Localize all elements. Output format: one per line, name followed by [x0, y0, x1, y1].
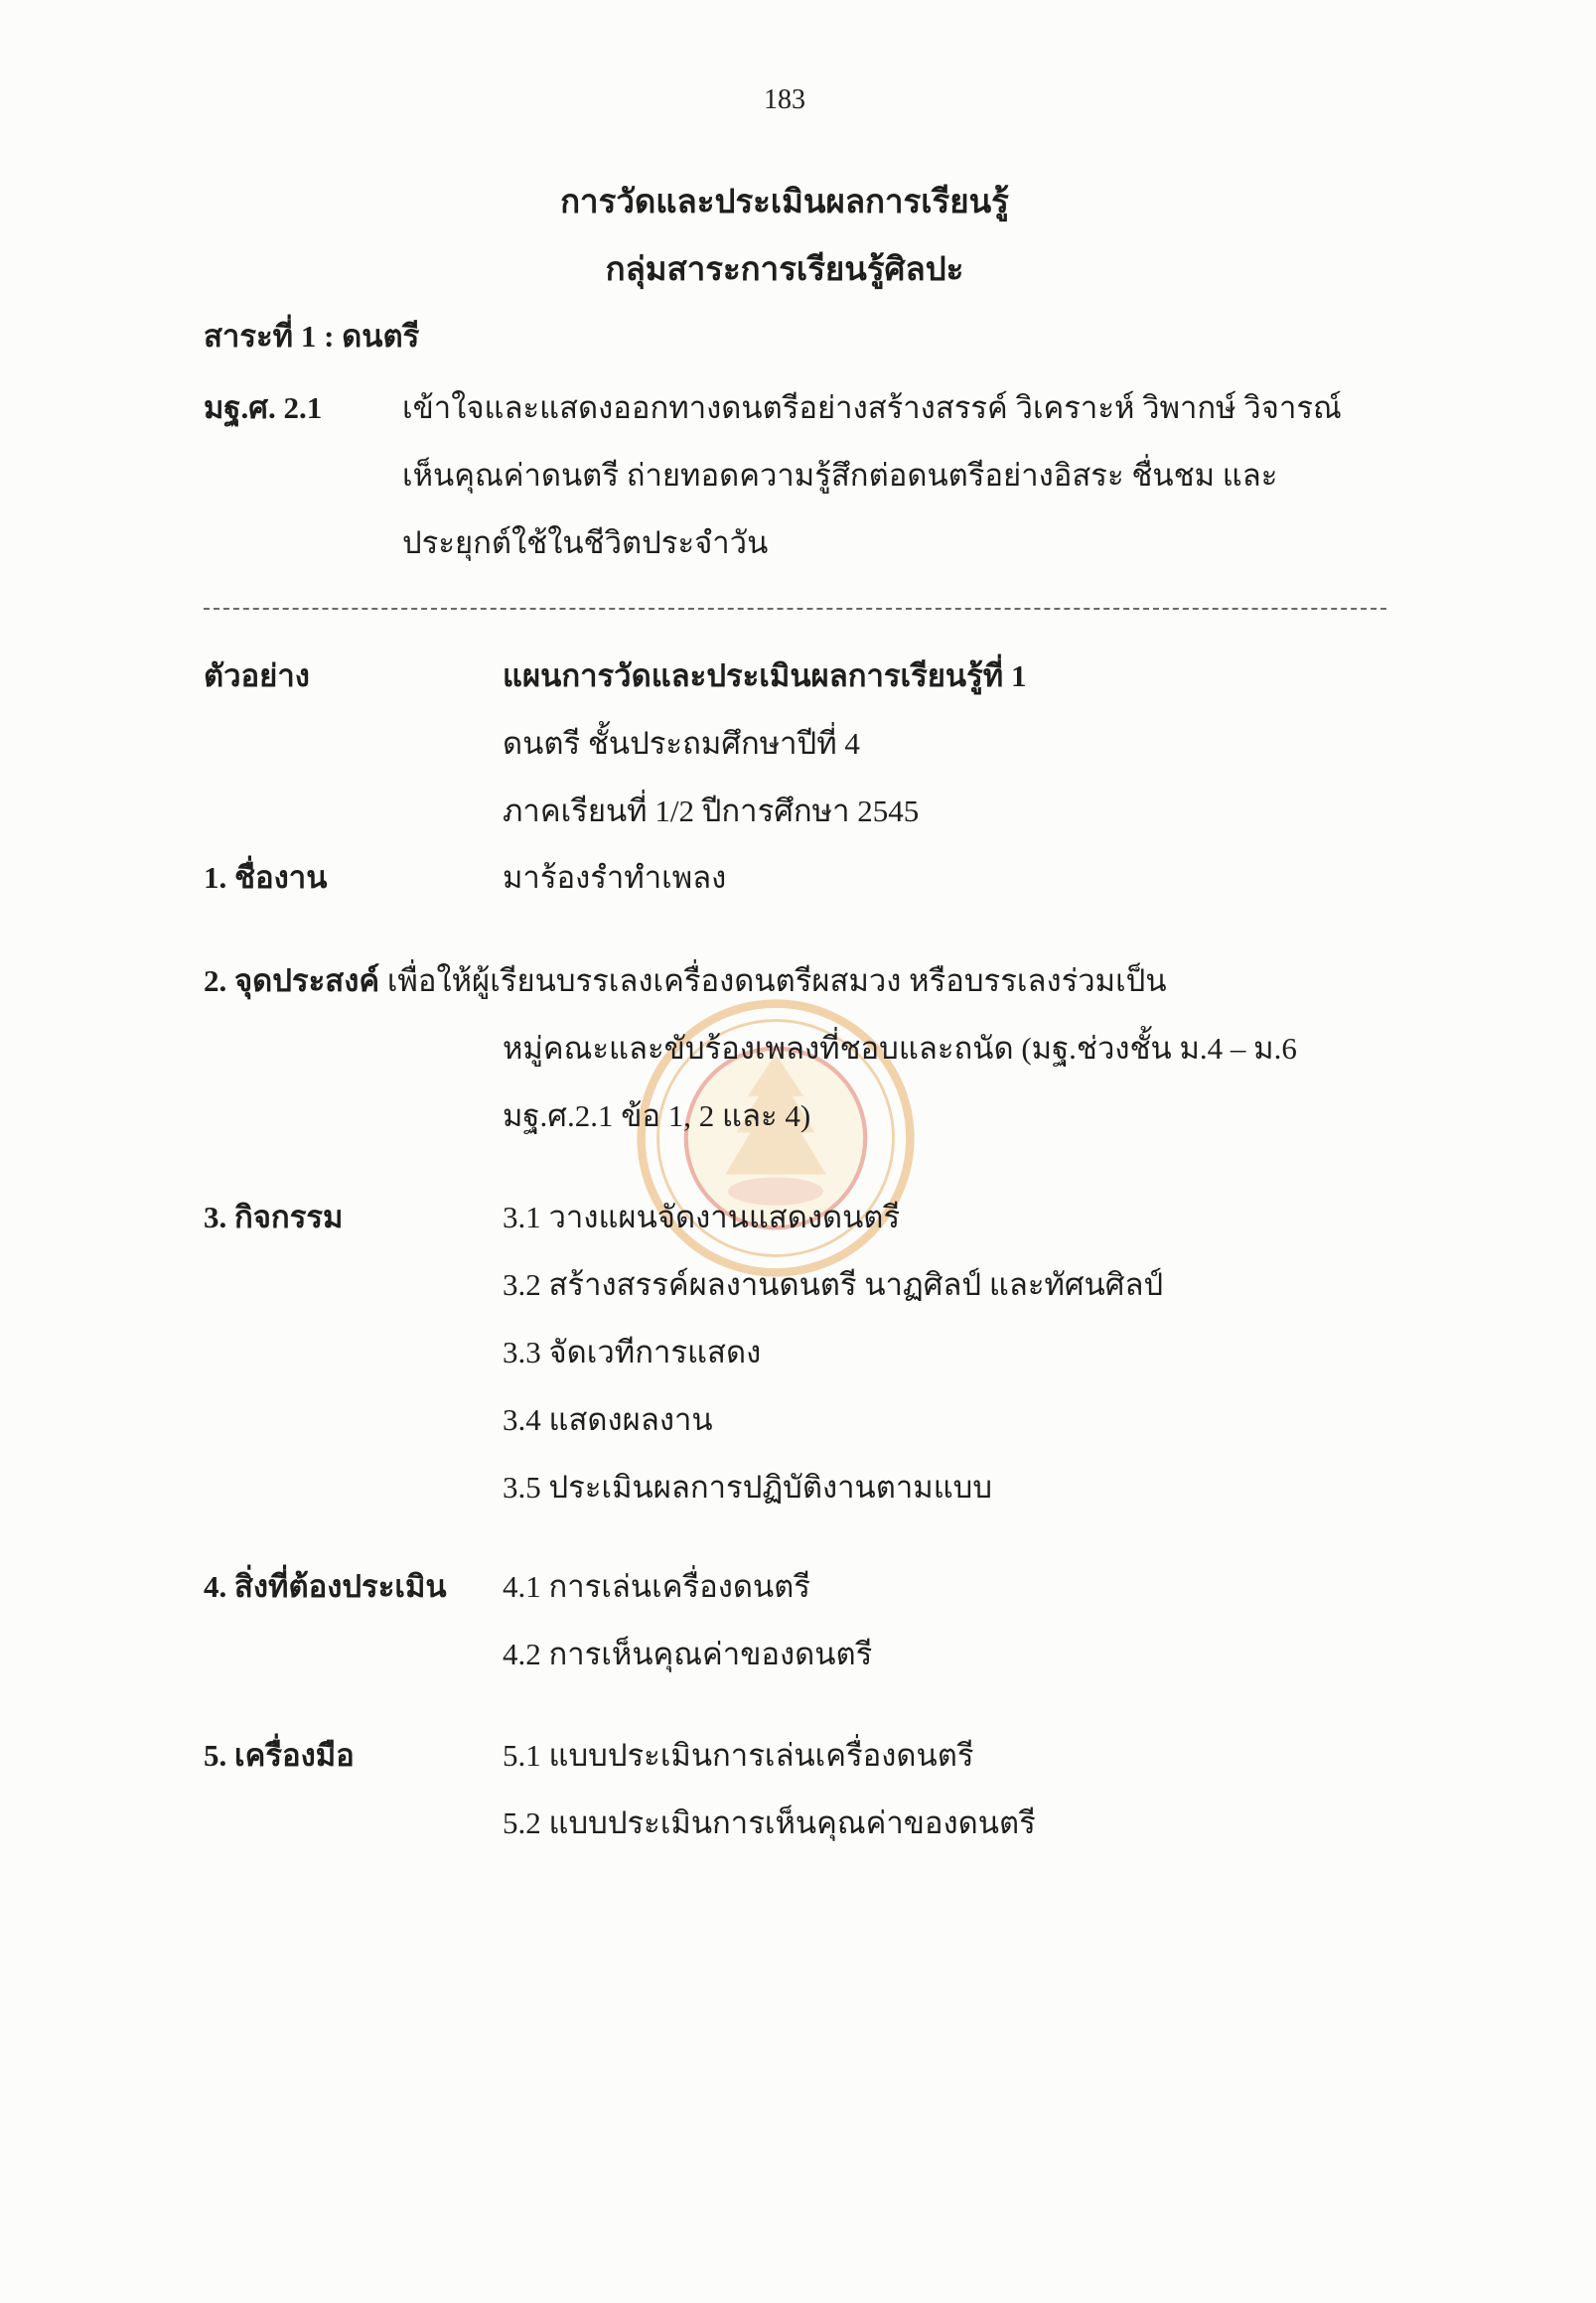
- section-value: มาร้องรำทำเพลง: [503, 860, 727, 895]
- list-item: 4.1 การเล่นเครื่องดนตรี: [503, 1569, 810, 1604]
- example-block: [204, 643, 1026, 845]
- list-item: 3.2 สร้างสรรค์ผลงานดนตรี นาฏศิลป์ และทัศนศิลป์: [503, 1267, 1164, 1302]
- standard-line: เห็นคุณค่าดนตรี ถ่ายทอดความรู้สึกต่อดนตรีอย่างอิสระ ชื่นชม และ: [402, 458, 1278, 493]
- example-line: ภาคเรียนที่ 1/2 ปีการศึกษา 2545: [503, 793, 920, 828]
- objective-line: เพื่อให้ผู้เรียนบรรเลงเครื่องดนตรีผสมวง หรือบรรเลงร่วมเป็น: [386, 963, 1167, 998]
- list-item: 3.3 จัดเวทีการแสดง: [503, 1335, 762, 1369]
- section-label: 5. เครื่องมือ: [204, 1738, 355, 1773]
- list-item: 3.1 วางแผนจัดงานแสดงดนตรี: [503, 1200, 901, 1234]
- standard-line: เข้าใจและแสดงออกทางดนตรีอย่างสร้างสรรค์ วิเคราะห์ วิพากษ์ วิจารณ์: [402, 390, 1342, 425]
- example-label: ตัวอย่าง: [204, 658, 310, 693]
- example-line: ดนตรี ชั้นประถมศึกษาปีที่ 4: [503, 726, 860, 761]
- objective-line: มฐ.ศ.2.1 ข้อ 1, 2 และ 4): [503, 1098, 811, 1133]
- section-activities: [204, 1184, 1163, 1521]
- example-heading: แผนการวัดและประเมินผลการเรียนรู้ที่ 1: [503, 658, 1027, 693]
- page-number: 183: [764, 84, 805, 115]
- objective-first-line: [204, 947, 1297, 1015]
- section-assessment-items: [204, 1553, 872, 1688]
- page-title: การวัดและประเมินผลการเรียนรู้: [560, 185, 1009, 220]
- page-subtitle: กลุ่มสาระการเรียนรู้ศิลปะ: [605, 252, 964, 288]
- list-item: 3.4 แสดงผลงาน: [503, 1402, 713, 1437]
- section-label: 4. สิ่งที่ต้องประเมิน: [204, 1569, 447, 1604]
- activity-list: [503, 1184, 1163, 1521]
- section-label: 2. จุดประสงค์: [204, 963, 380, 998]
- list-item: 5.1 แบบประเมินการเล่นเครื่องดนตรี: [503, 1738, 974, 1773]
- section-tools: [204, 1722, 1036, 1857]
- section-task-name: [204, 844, 726, 912]
- tools-list: [503, 1722, 1036, 1857]
- list-item: 4.2 การเห็นคุณค่าของดนตรี: [503, 1637, 873, 1671]
- standard-line: ประยุกต์ใช้ในชีวิตประจำวัน: [402, 525, 769, 560]
- assessment-list: [503, 1553, 872, 1688]
- list-item: 5.2 แบบประเมินการเห็นคุณค่าของดนตรี: [503, 1805, 1036, 1840]
- list-item: 3.5 ประเมินผลการปฏิบัติงานตามแบบ: [503, 1470, 993, 1505]
- standard-code: มฐ.ศ. 2.1: [204, 390, 323, 425]
- strand-heading: สาระที่ 1 : ดนตรี: [204, 319, 420, 354]
- example-content: [503, 643, 1026, 845]
- section-label: 3. กิจกรรม: [204, 1200, 344, 1234]
- dashed-divider: [204, 608, 1386, 610]
- section-label: 1. ชื่องาน: [204, 860, 328, 895]
- standard-description: [402, 374, 1342, 577]
- objective-line: หมู่คณะและขับร้องเพลงที่ชอบและถนัด (มฐ.ช่วงชั้น ม.4 – ม.6: [503, 1031, 1297, 1066]
- standard-block: [204, 374, 1342, 577]
- section-objective: [204, 947, 1297, 1150]
